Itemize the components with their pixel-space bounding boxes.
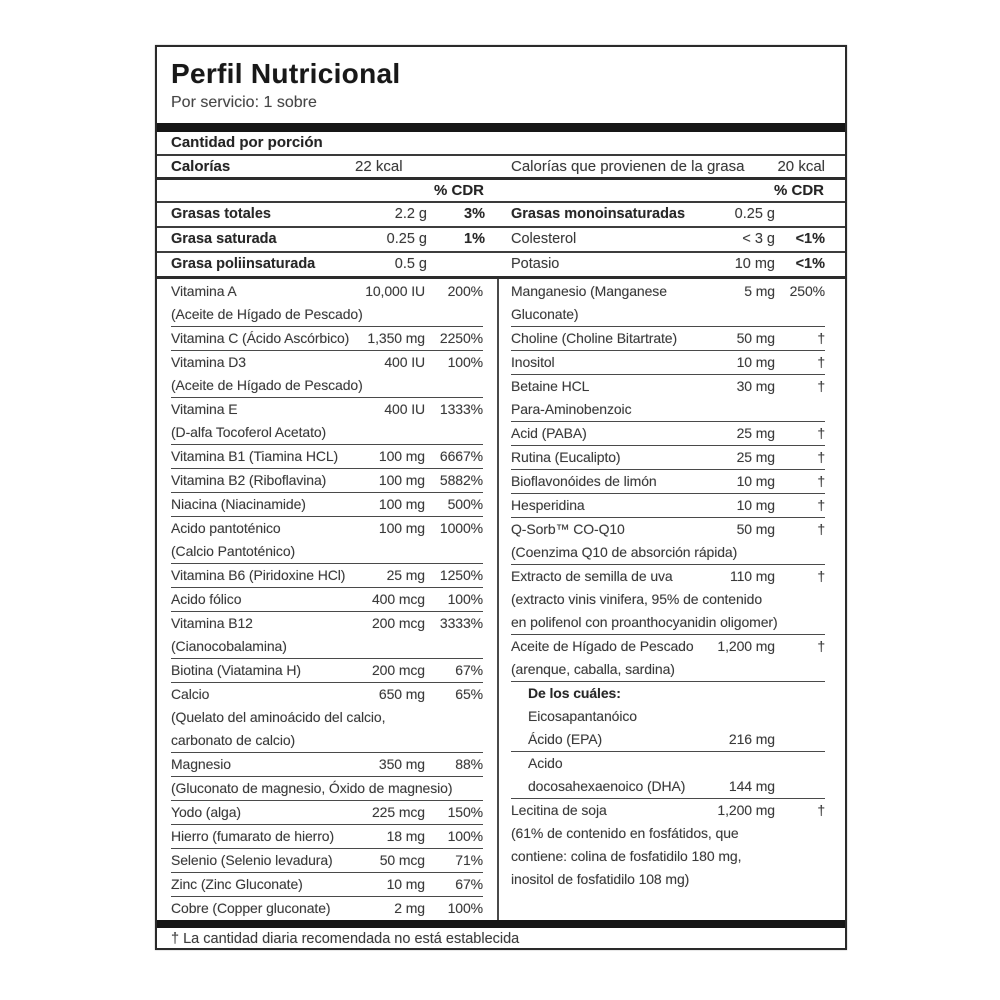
- nutrient-pct: 500%: [447, 496, 483, 512]
- nutrient-amount: 110 mg: [729, 568, 775, 584]
- fat-left-half: [157, 228, 499, 251]
- nutrient-name: en polifenol con proanthocyanidin oligomer): [511, 614, 778, 630]
- nutrient-pct: †: [817, 521, 825, 537]
- nutrient-amount: 400 IU: [384, 354, 425, 370]
- nutrient-name: Ácido (EPA): [528, 731, 603, 747]
- nutrient-row: [171, 374, 483, 397]
- nutrient-pct: 150%: [447, 804, 483, 820]
- nutrient-amount: 200 mcg: [372, 662, 425, 678]
- fat-name: Colesterol: [511, 231, 577, 247]
- nutrient-amount: 650 mg: [378, 686, 425, 702]
- amount-per-serving-label: Cantidad por porción: [157, 132, 845, 156]
- nutrient-pct: †: [817, 330, 825, 346]
- nutrient-row: [171, 540, 483, 563]
- nutrient-row: [171, 326, 483, 350]
- nutrient-row: [511, 658, 825, 681]
- nutrient-row: [171, 350, 483, 374]
- nutrient-row: [171, 682, 483, 706]
- nutrient-pct: 6667%: [439, 448, 483, 464]
- nutrient-name: Yodo (alga): [171, 804, 241, 820]
- thick-divider-top: [157, 123, 845, 132]
- nutrient-row: [511, 280, 825, 303]
- nutrient-amount: 2 mg: [394, 900, 425, 916]
- nutrient-name: Manganesio (Manganese: [511, 283, 667, 299]
- fat-pct: <1%: [795, 256, 825, 272]
- nutrient-amount: 10 mg: [736, 497, 775, 513]
- nutrient-name: Acido fólico: [171, 591, 242, 607]
- nutrient-name: (Cianocobalamina): [171, 638, 287, 654]
- nutrients-right-column: [499, 279, 845, 920]
- nutrient-row: [171, 303, 483, 326]
- nutrient-name: Vitamina B6 (Piridoxine HCl): [171, 567, 346, 583]
- nutrient-amount: 50 mg: [736, 330, 775, 346]
- calories-label: Calorías: [171, 158, 231, 175]
- nutrient-name: Vitamina A: [171, 283, 237, 299]
- nutrient-amount: 30 mg: [736, 378, 775, 394]
- nutrient-name: Vitamina B1 (Tiamina HCL): [171, 448, 339, 464]
- fat-amount: 10 mg: [734, 256, 775, 272]
- nutrient-pct: 200%: [447, 283, 483, 299]
- daily-value-footnote: † La cantidad diaria recomendada no está establecida: [171, 931, 520, 947]
- nutrient-name: Q-Sorb™ CO-Q10: [511, 521, 625, 537]
- nutrient-pct: †: [817, 638, 825, 654]
- fat-name: Grasas monoinsaturadas: [511, 206, 686, 222]
- nutrient-name: Para-Aminobenzoic: [511, 401, 632, 417]
- nutrient-row: [171, 421, 483, 444]
- nutrient-row: [171, 635, 483, 658]
- nutrient-amount: 50 mg: [736, 521, 775, 537]
- nutrient-name: (Aceite de Hígado de Pescado): [171, 306, 363, 322]
- nutrient-row: [511, 822, 825, 845]
- nutrient-row: [171, 706, 483, 729]
- nutrient-row: [511, 775, 825, 798]
- fat-row: [157, 226, 845, 251]
- nutrient-amount: 25 mg: [386, 567, 425, 583]
- nutrient-name: (D-alfa Tocoferol Acetato): [171, 424, 327, 440]
- nutrient-name: Zinc (Zinc Gluconate): [171, 876, 303, 892]
- cdr-header-row: [157, 180, 845, 203]
- page-title: Perfil Nutricional: [171, 58, 401, 89]
- fat-pct: 3%: [464, 206, 485, 222]
- nutrient-row: [171, 848, 483, 872]
- nutrient-name: (arenque, caballa, sardina): [511, 661, 675, 677]
- fat-pct: <1%: [795, 231, 825, 247]
- nutrient-row: [171, 658, 483, 682]
- nutrient-row: [511, 517, 825, 541]
- fat-right-half: [499, 253, 845, 276]
- nutrient-name: Vitamina D3: [171, 354, 246, 370]
- fat-row: [157, 251, 845, 276]
- nutrient-row: [171, 611, 483, 635]
- nutrient-pct: †: [817, 497, 825, 513]
- nutrient-name: Choline (Choline Bitartrate): [511, 330, 678, 346]
- nutrient-name: Vitamina C (Ácido Ascórbico): [171, 330, 350, 346]
- nutrient-amount: 100 mg: [378, 520, 425, 536]
- nutrient-name: (Calcio Pantoténico): [171, 543, 296, 559]
- nutrient-pct: 1000%: [439, 520, 483, 536]
- nutrient-row: [511, 868, 825, 891]
- fats-section: [157, 203, 845, 279]
- fat-row: [157, 203, 845, 226]
- nutrient-name: Bioflavonóides de limón: [511, 473, 657, 489]
- fat-pct: 1%: [464, 231, 485, 247]
- nutrient-row: [511, 374, 825, 398]
- nutrient-name: (Aceite de Hígado de Pescado): [171, 377, 363, 393]
- nutrient-pct: 100%: [447, 354, 483, 370]
- nutrient-amount: 100 mg: [378, 448, 425, 464]
- nutrient-name: Lecitina de soja: [511, 802, 607, 818]
- nutrient-name: (extracto vinis vinifera, 95% de contenido: [511, 591, 763, 607]
- nutrient-row: [511, 445, 825, 469]
- nutrient-amount: 1,350 mg: [367, 330, 425, 346]
- thick-divider-bottom: [157, 920, 845, 928]
- nutrient-amount: 10 mg: [736, 473, 775, 489]
- nutrient-row: [511, 634, 825, 658]
- nutrient-row: [171, 516, 483, 540]
- nutrient-pct: †: [817, 473, 825, 489]
- nutrients-section: [157, 279, 845, 920]
- nutrient-pct: 1333%: [439, 401, 483, 417]
- nutrient-name: (Quelato del aminoácido del calcio,: [171, 709, 386, 725]
- nutrient-row: [511, 588, 825, 611]
- fat-name: Grasa poliinsaturada: [171, 256, 316, 272]
- nutrient-row: [511, 681, 825, 705]
- nutrient-row: [511, 728, 825, 751]
- nutrient-pct: †: [817, 425, 825, 441]
- nutrient-row: [511, 421, 825, 445]
- nutrient-pct: 100%: [447, 828, 483, 844]
- nutrient-pct: 5882%: [439, 472, 483, 488]
- nutrient-row: [511, 493, 825, 517]
- nutrient-name: Biotina (Viatamina H): [171, 662, 301, 678]
- calories-value: 22 kcal: [355, 158, 403, 175]
- nutrient-row: [171, 397, 483, 421]
- nutrient-row: [511, 350, 825, 374]
- nutrient-amount: 18 mg: [386, 828, 425, 844]
- nutrient-amount: 400 mcg: [372, 591, 425, 607]
- nutrient-name: Acido: [528, 755, 563, 771]
- nutrient-row: [511, 798, 825, 822]
- nutrient-amount: 144 mg: [728, 778, 775, 794]
- fat-amount: 0.25 g: [734, 206, 775, 222]
- nutrient-name: docosahexaenoico (DHA): [528, 778, 686, 794]
- nutrient-name: Eicosapantanóico: [528, 708, 637, 724]
- nutrient-row: [171, 444, 483, 468]
- nutrient-row: [171, 776, 483, 800]
- nutrient-pct: 67%: [455, 662, 483, 678]
- nutrient-pct: 100%: [447, 900, 483, 916]
- nutrient-amount: 350 mg: [378, 756, 425, 772]
- nutrient-name: (61% de contenido en fosfátidos, que: [511, 825, 739, 841]
- calories-left-half: [157, 157, 499, 176]
- nutrient-amount: 50 mcg: [379, 852, 425, 868]
- nutrient-row: [171, 896, 483, 920]
- fat-left-half: [157, 203, 499, 226]
- nutrient-name: Hierro (fumarato de hierro): [171, 828, 335, 844]
- nutrient-amount: 216 mg: [728, 731, 775, 747]
- fat-amount: 2.2 g: [394, 206, 427, 222]
- nutrient-name: Acido pantoténico: [171, 520, 281, 536]
- nutrient-row: [171, 563, 483, 587]
- nutrient-row: [171, 872, 483, 896]
- nutrient-name: Vitamina B12: [171, 615, 253, 631]
- nutrient-amount: 1,200 mg: [717, 638, 775, 654]
- nutrient-amount: 100 mg: [378, 496, 425, 512]
- nutrient-pct: 2250%: [439, 330, 483, 346]
- panel-header: [157, 47, 845, 114]
- calories-fat-value: 20 kcal: [777, 158, 825, 175]
- nutrient-row: [511, 564, 825, 588]
- fat-amount: 0.25 g: [386, 231, 427, 247]
- nutrient-name: Aceite de Hígado de Pescado: [511, 638, 694, 654]
- nutrient-row: [171, 587, 483, 611]
- fat-name: Grasa saturada: [171, 231, 277, 247]
- nutrient-name: Vitamina E: [171, 401, 238, 417]
- nutrient-amount: 1,200 mg: [717, 802, 775, 818]
- nutrient-row: [511, 469, 825, 493]
- nutrients-left-column: [157, 279, 499, 920]
- nutrient-row: [171, 729, 483, 752]
- nutrient-pct: 71%: [455, 852, 483, 868]
- fat-amount: 0.5 g: [394, 256, 427, 272]
- nutrient-amount: 100 mg: [378, 472, 425, 488]
- serving-size-text: Por servicio: 1 sobre: [171, 94, 317, 111]
- nutrient-pct: †: [817, 449, 825, 465]
- nutrient-pct: 65%: [455, 686, 483, 702]
- nutrient-row: [511, 751, 825, 775]
- nutrient-name: contiene: colina de fosfatidilo 180 mg,: [511, 848, 742, 864]
- nutrient-pct: †: [817, 378, 825, 394]
- nutrient-name: Rutina (Eucalipto): [511, 449, 621, 465]
- nutrient-pct: 67%: [455, 876, 483, 892]
- nutrient-name: De los cuáles:: [528, 685, 621, 701]
- nutrient-row: [171, 492, 483, 516]
- calories-fat-label: Calorías que provienen de la grasa: [511, 158, 745, 175]
- nutrient-name: Niacina (Niacinamide): [171, 496, 306, 512]
- nutrient-pct: 88%: [455, 756, 483, 772]
- nutrient-row: [171, 800, 483, 824]
- nutrient-row: [511, 326, 825, 350]
- nutrient-pct: 100%: [447, 591, 483, 607]
- nutrient-row: [171, 468, 483, 492]
- nutrient-row: [511, 303, 825, 326]
- nutrient-name: Magnesio: [171, 756, 231, 772]
- nutrient-name: Inositol: [511, 354, 555, 370]
- nutrient-row: [171, 752, 483, 776]
- fat-amount: < 3 g: [742, 231, 775, 247]
- nutrient-name: Extracto de semilla de uva: [511, 568, 673, 584]
- calories-right-half: [499, 157, 845, 176]
- nutrient-amount: 25 mg: [736, 425, 775, 441]
- nutrient-pct: 250%: [789, 283, 825, 299]
- nutrient-name: Vitamina B2 (Riboflavina): [171, 472, 327, 488]
- nutrient-amount: 200 mcg: [372, 615, 425, 631]
- cdr-header-right: % CDR: [773, 182, 824, 199]
- nutrient-row: [511, 845, 825, 868]
- nutrient-amount: 400 IU: [384, 401, 425, 417]
- nutrient-row: [511, 705, 825, 728]
- nutrient-amount: 25 mg: [736, 449, 775, 465]
- fat-left-half: [157, 253, 499, 276]
- nutrient-amount: 10 mg: [386, 876, 425, 892]
- nutrient-name: inositol de fosfatidilo 108 mg): [511, 871, 690, 887]
- nutrient-amount: 5 mg: [744, 283, 775, 299]
- nutrient-row: [511, 611, 825, 634]
- calories-row: [157, 156, 845, 180]
- nutrient-name: Gluconate): [511, 306, 579, 322]
- nutrient-name: Selenio (Selenio levadura): [171, 852, 333, 868]
- nutrient-pct: †: [817, 568, 825, 584]
- nutrient-amount: 10 mg: [736, 354, 775, 370]
- nutrient-name: (Gluconato de magnesio, Óxido de magnesio): [171, 780, 453, 796]
- nutrient-amount: 10,000 IU: [365, 283, 425, 299]
- fat-name: Potasio: [511, 256, 560, 272]
- cdr-header-left: % CDR: [433, 182, 484, 199]
- nutrient-row: [511, 398, 825, 421]
- nutrient-name: carbonato de calcio): [171, 732, 296, 748]
- nutrient-pct: †: [817, 354, 825, 370]
- nutrient-name: (Coenzima Q10 de absorción rápida): [511, 544, 738, 560]
- nutrient-pct: 1250%: [439, 567, 483, 583]
- fat-right-half: [499, 203, 845, 226]
- nutrition-facts-panel: [155, 45, 847, 950]
- nutrient-name: Hesperidina: [511, 497, 585, 513]
- nutrient-row: [171, 824, 483, 848]
- nutrient-amount: 225 mcg: [372, 804, 425, 820]
- nutrient-name: Betaine HCL: [511, 378, 590, 394]
- nutrient-name: Acid (PABA): [511, 425, 587, 441]
- nutrient-pct: †: [817, 802, 825, 818]
- nutrient-name: Calcio: [171, 686, 210, 702]
- nutrient-row: [171, 280, 483, 303]
- fat-right-half: [499, 228, 845, 251]
- fat-name: Grasas totales: [171, 206, 271, 222]
- nutrient-pct: 3333%: [439, 615, 483, 631]
- nutrient-name: Cobre (Copper gluconate): [171, 900, 331, 916]
- nutrient-row: [511, 541, 825, 564]
